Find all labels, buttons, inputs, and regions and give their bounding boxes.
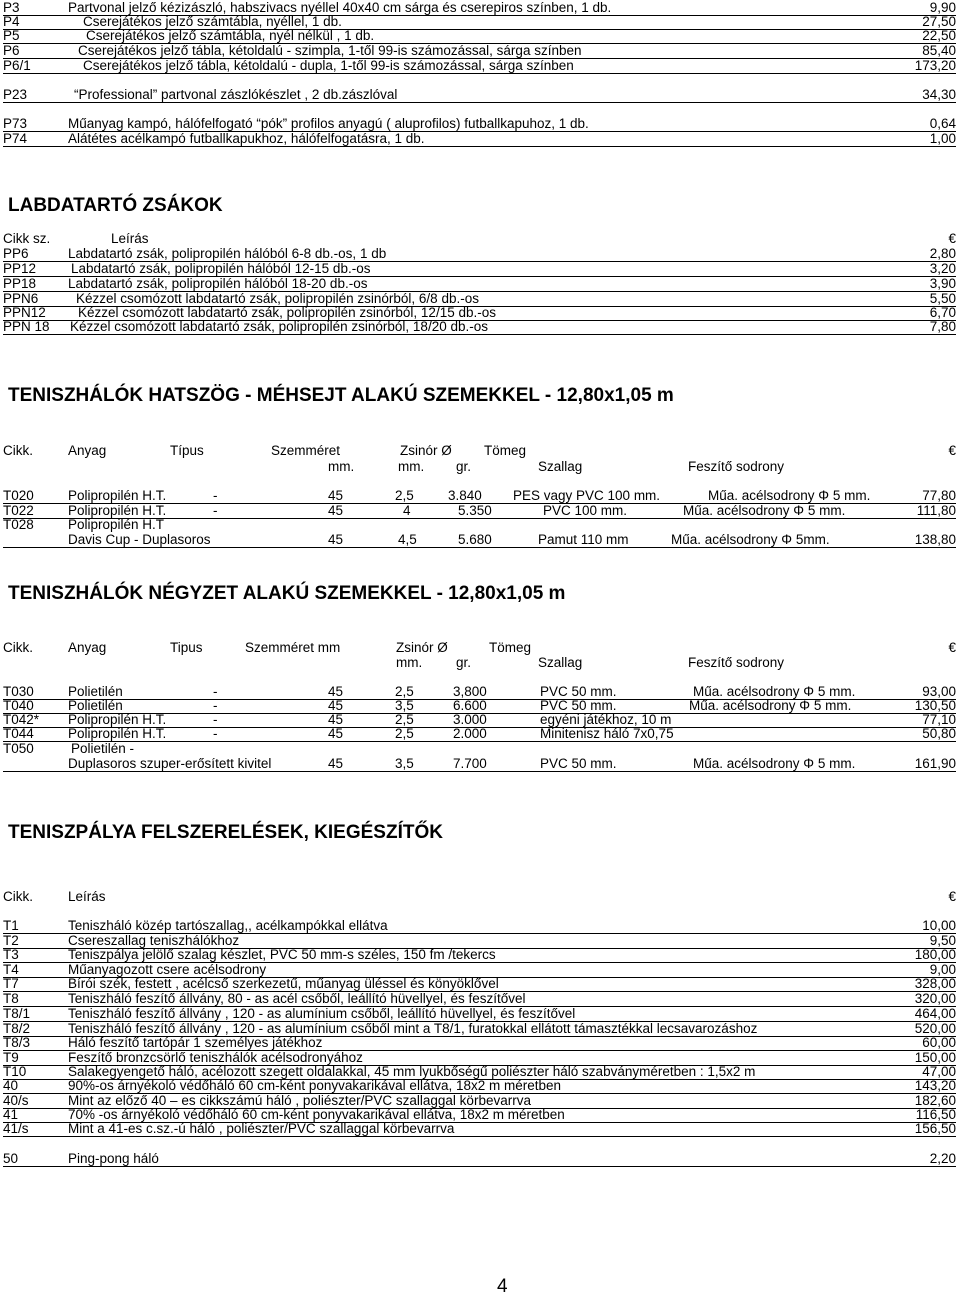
header-type: Tipus bbox=[170, 640, 203, 655]
item-description: Mint az előző 40 – es cikkszámú háló , poliészter/PVC szallaggal körbevarrva bbox=[68, 1093, 531, 1108]
item-code: P6 bbox=[3, 43, 20, 58]
item-cord: 2,5 bbox=[395, 488, 414, 503]
item-price: 77,80 bbox=[922, 488, 956, 503]
section-title: LABDATARTÓ ZSÁKOK bbox=[8, 195, 223, 216]
item-price: 111,80 bbox=[916, 503, 956, 518]
item-type: - bbox=[213, 698, 218, 713]
item-description: Labdatartó zsák, polipropilén hálóból 12-15 db.-os bbox=[71, 261, 371, 276]
item-price: 93,00 bbox=[922, 684, 956, 699]
item-code: PP18 bbox=[3, 276, 37, 291]
header-weight: Tömeg bbox=[489, 640, 532, 655]
item-price: 464,00 bbox=[914, 1006, 956, 1021]
item-code: T040 bbox=[3, 698, 34, 713]
header-cord: Zsinór Ø bbox=[400, 443, 452, 458]
item-price: 520,00 bbox=[914, 1021, 956, 1036]
item-mesh: 45 bbox=[328, 756, 344, 771]
item-code: T1 bbox=[3, 918, 19, 933]
item-price: 77,10 bbox=[922, 712, 956, 727]
item-code: PPN6 bbox=[3, 291, 39, 306]
table-header bbox=[3, 889, 956, 904]
item-price: 9,90 bbox=[929, 0, 956, 15]
item-price: 85,40 bbox=[922, 43, 956, 58]
item-wire: Műa. acélsodrony Φ 5 mm. bbox=[693, 684, 856, 699]
unit-mm: mm. bbox=[328, 459, 355, 474]
item-price: 3,20 bbox=[929, 261, 956, 276]
header-tape: Szallag bbox=[538, 459, 583, 474]
table-row bbox=[3, 28, 956, 44]
item-code: 41 bbox=[3, 1107, 19, 1122]
header-description: Leírás bbox=[111, 231, 149, 246]
item-code: T028 bbox=[3, 517, 34, 532]
table-row bbox=[3, 246, 956, 262]
item-price: 34,30 bbox=[922, 87, 956, 102]
item-weight: 6.600 bbox=[453, 698, 487, 713]
item-price: 0,64 bbox=[929, 116, 956, 131]
item-description: Cserejátékos jelző számtábla, nyéllel, 1 db. bbox=[83, 14, 342, 29]
item-code: T020 bbox=[3, 488, 34, 503]
item-tape: PES vagy PVC 100 mm. bbox=[513, 488, 661, 503]
item-code: P23 bbox=[3, 87, 28, 102]
item-code: T3 bbox=[3, 947, 19, 962]
item-price: 130,50 bbox=[914, 698, 956, 713]
item-price: 173,20 bbox=[914, 58, 956, 73]
item-material: Polietilén - bbox=[71, 741, 135, 756]
item-type: - bbox=[213, 684, 218, 699]
table-row bbox=[3, 1151, 956, 1167]
item-material: Polietilén bbox=[68, 698, 123, 713]
currency-symbol: € bbox=[948, 443, 956, 458]
table-row bbox=[3, 58, 956, 74]
item-code: PPN 18 bbox=[3, 319, 50, 334]
item-type: - bbox=[213, 712, 218, 727]
item-description: Teniszháló feszítő állvány, 80 - as acél csőből, leállító hüvellyel, és feszítővel bbox=[68, 991, 526, 1006]
item-code: P74 bbox=[3, 131, 28, 146]
item-code: T8/1 bbox=[3, 1006, 31, 1021]
item-code: P3 bbox=[3, 0, 20, 15]
table-row bbox=[3, 1078, 956, 1094]
header-wire: Feszítő sodrony bbox=[688, 459, 785, 474]
table-row bbox=[3, 261, 956, 277]
item-code: 50 bbox=[3, 1151, 19, 1166]
item-code: T042* bbox=[3, 712, 40, 727]
header-material: Anyag bbox=[68, 443, 107, 458]
table-row bbox=[3, 918, 956, 934]
item-wire: Műa. acélsodrony Φ 5 mm. bbox=[689, 698, 852, 713]
table-row bbox=[3, 276, 956, 292]
item-material: Polipropilén H.T. bbox=[68, 488, 167, 503]
unit-mm: mm. bbox=[398, 459, 425, 474]
item-weight: 2.000 bbox=[453, 726, 487, 741]
item-code: 40/s bbox=[3, 1093, 29, 1108]
item-code: T7 bbox=[3, 976, 19, 991]
item-code: T4 bbox=[3, 962, 19, 977]
item-code: 41/s bbox=[3, 1121, 29, 1136]
header-mesh: Szemméret mm bbox=[245, 640, 341, 655]
table-row bbox=[3, 43, 956, 59]
item-wire: Műa. acélsodrony Φ 5 mm. bbox=[693, 756, 856, 771]
item-code: PP12 bbox=[3, 261, 37, 276]
item-code: T2 bbox=[3, 933, 19, 948]
item-weight: 5.350 bbox=[458, 503, 492, 518]
item-description: Csereszallag teniszhálókhoz bbox=[68, 933, 240, 948]
item-description: Kézzel csomózott labdatartó zsák, polipropilén zsinórból, 6/8 db.-os bbox=[76, 291, 479, 306]
item-code: T8/2 bbox=[3, 1021, 31, 1036]
item-description: Ping-pong háló bbox=[68, 1151, 159, 1166]
header-mesh: Szemméret bbox=[271, 443, 341, 458]
item-code: T8/3 bbox=[3, 1035, 31, 1050]
item-tape: PVC 100 mm. bbox=[543, 503, 628, 518]
item-price: 9,50 bbox=[929, 933, 956, 948]
section-title: TENISZPÁLYA FELSZERELÉSEK, KIEGÉSZÍTŐK bbox=[8, 822, 443, 843]
item-description: “Professional” partvonal zászlókészlet , 2 db.zászlóval bbox=[74, 87, 398, 102]
unit-gr: gr. bbox=[456, 459, 472, 474]
item-wire: Műa. acélsodrony Φ 5 mm. bbox=[683, 503, 846, 518]
table-row bbox=[3, 756, 956, 772]
item-tape: egyéni játékhoz, 10 m bbox=[540, 712, 672, 727]
item-type: - bbox=[213, 503, 218, 518]
item-price: 47,00 bbox=[922, 1064, 956, 1079]
page-number: 4 bbox=[497, 1276, 508, 1297]
item-cord: 2,5 bbox=[395, 726, 414, 741]
item-mesh: 45 bbox=[328, 684, 344, 699]
item-material: Duplasoros szuper-erősített kivitel bbox=[68, 756, 272, 771]
item-material: Polipropilén H.T. bbox=[68, 726, 167, 741]
item-mesh: 45 bbox=[328, 698, 344, 713]
header-cord: Zsinór Ø bbox=[396, 640, 448, 655]
item-weight: 3.840 bbox=[448, 488, 482, 503]
table-row bbox=[3, 1035, 956, 1051]
item-weight: 3.000 bbox=[453, 712, 487, 727]
section-title: TENISZHÁLÓK NÉGYZET ALAKÚ SZEMEKKEL - 12,80x1,05 m bbox=[8, 583, 566, 604]
item-code: 40 bbox=[3, 1078, 19, 1093]
item-weight: 3,800 bbox=[453, 684, 487, 699]
item-tape: Pamut 110 mm bbox=[538, 532, 629, 547]
table-row bbox=[3, 319, 956, 335]
table-row bbox=[3, 1121, 956, 1137]
header-description: Leírás bbox=[68, 889, 106, 904]
item-description: Cserejátékos jelző tábla, kétoldalú - dupla, 1-től 99-is számozással, sárga színben bbox=[83, 58, 574, 73]
item-description: Teniszháló feszítő állvány , 120 - as alumínium csőből mint a T8/1, furatokkal ellátott támasztékkal lecsavarozáshoz bbox=[68, 1021, 758, 1036]
table-subheader bbox=[3, 459, 956, 474]
unit-gr: gr. bbox=[456, 655, 472, 670]
item-description: Kézzel csomózott labdatartó zsák, polipropilén zsinórból, 18/20 db.-os bbox=[70, 319, 488, 334]
item-material: Polietilén bbox=[68, 684, 123, 699]
item-wire: Műa. acélsodrony Φ 5 mm. bbox=[708, 488, 871, 503]
item-price: 2,80 bbox=[929, 246, 956, 261]
item-description: Kézzel csomózott labdatartó zsák, polipropilén zsinórból, 12/15 db.-os bbox=[78, 305, 496, 320]
item-cord: 4,5 bbox=[398, 532, 417, 547]
item-description: Labdatartó zsák, polipropilén hálóból 18-20 db.-os bbox=[68, 276, 368, 291]
item-mesh: 45 bbox=[328, 532, 344, 547]
item-mesh: 45 bbox=[328, 488, 344, 503]
table-row bbox=[3, 131, 956, 147]
item-tape: PVC 50 mm. bbox=[540, 698, 617, 713]
item-mesh: 45 bbox=[328, 712, 344, 727]
item-price: 9,00 bbox=[929, 962, 956, 977]
item-price: 138,80 bbox=[914, 532, 956, 547]
table-row bbox=[3, 488, 956, 504]
currency-symbol: € bbox=[948, 889, 956, 904]
item-code: P6/1 bbox=[3, 58, 31, 73]
item-weight: 7.700 bbox=[453, 756, 487, 771]
header-code: Cikk. bbox=[3, 443, 33, 458]
item-price: 5,50 bbox=[929, 291, 956, 306]
currency-symbol: € bbox=[948, 231, 956, 246]
table-header bbox=[3, 640, 956, 655]
item-material: Polipropilén H.T. bbox=[68, 712, 167, 727]
header-code: Cikk. bbox=[3, 889, 33, 904]
item-code: T9 bbox=[3, 1050, 19, 1065]
item-code: T044 bbox=[3, 726, 34, 741]
table-row bbox=[3, 947, 956, 963]
item-price: 150,00 bbox=[914, 1050, 956, 1065]
table-row bbox=[3, 116, 956, 132]
header-material: Anyag bbox=[68, 640, 107, 655]
item-code: P73 bbox=[3, 116, 28, 131]
table-row bbox=[3, 87, 956, 103]
item-material: Davis Cup - Duplasoros bbox=[68, 532, 211, 547]
item-cord: 3,5 bbox=[395, 698, 414, 713]
item-description: Teniszháló feszítő állvány , 120 - as alumínium csőből, leállító hüvellyel, és feszítővel bbox=[68, 1006, 576, 1021]
table-row bbox=[3, 517, 956, 532]
item-code: T030 bbox=[3, 684, 34, 699]
section-title: TENISZHÁLÓK HATSZÖG - MÉHSEJT ALAKÚ SZEMEKKEL - 12,80x1,05 m bbox=[8, 385, 674, 406]
item-code: T10 bbox=[3, 1064, 27, 1079]
item-description: Cserejátékos jelző tábla, kétoldalú - szimpla, 1-től 99-is számozással, sárga színben bbox=[78, 43, 582, 58]
item-type: - bbox=[213, 488, 218, 503]
header-wire: Feszítő sodrony bbox=[688, 655, 785, 670]
item-tape: PVC 50 mm. bbox=[540, 684, 617, 699]
item-description: Alátétes acélkampó futballkapukhoz, hálófelfogatásra, 1 db. bbox=[68, 131, 425, 146]
item-price: 182,60 bbox=[914, 1093, 956, 1108]
item-price: 2,20 bbox=[929, 1151, 956, 1166]
item-description: Háló feszítő tartópár 1 személyes játékhoz bbox=[68, 1035, 323, 1050]
item-description: Teniszháló közép tartószallag,, acélkampókkal ellátva bbox=[68, 918, 388, 933]
item-price: 320,00 bbox=[914, 991, 956, 1006]
item-tape: Minitenisz háló 7x0,75 bbox=[540, 726, 674, 741]
item-description: Teniszpálya jelölő szalag készlet, PVC 50 mm-s széles, 150 fm /tekercs bbox=[68, 947, 496, 962]
item-wire: Műa. acélsodrony Φ 5mm. bbox=[671, 532, 830, 547]
item-type: - bbox=[213, 726, 218, 741]
item-code: PP6 bbox=[3, 246, 29, 261]
item-price: 3,90 bbox=[929, 276, 956, 291]
item-price: 10,00 bbox=[922, 918, 956, 933]
item-price: 1,00 bbox=[929, 131, 956, 146]
item-price: 7,80 bbox=[929, 319, 956, 334]
item-cord: 2,5 bbox=[395, 684, 414, 699]
table-row bbox=[3, 991, 956, 1007]
item-material: Polipropilén H.T. bbox=[68, 503, 167, 518]
item-code: PPN12 bbox=[3, 305, 46, 320]
item-price: 180,00 bbox=[914, 947, 956, 962]
item-price: 161,90 bbox=[914, 756, 956, 771]
item-description: Műanyag kampó, hálófelfogató “pók” profilos anyagú ( aluprofilos) futballkapuhoz, 1 db. bbox=[68, 116, 589, 131]
item-price: 6,70 bbox=[929, 305, 956, 320]
header-weight: Tömeg bbox=[484, 443, 527, 458]
item-code: T050 bbox=[3, 741, 34, 756]
item-description: Feszítő bronzcsörlő teniszhálók acélsodronyához bbox=[68, 1050, 363, 1065]
item-description: Partvonal jelző kézizászló, habszivacs nyéllel 40x40 cm sárga és cserepiros színben, 1 db. bbox=[68, 0, 612, 15]
item-description: Labdatartó zsák, polipropilén hálóból 6-8 db.-os, 1 db bbox=[68, 246, 387, 261]
item-cord: 4 bbox=[403, 503, 411, 518]
item-price: 143,20 bbox=[914, 1078, 956, 1093]
item-description: Cserejátékos jelző számtábla, nyél nélkül , 1 db. bbox=[86, 28, 375, 43]
item-description: Bírói szék, festett , acélcső szerkezetű, műanyag üléssel és könyöklővel bbox=[68, 976, 499, 991]
table-row bbox=[3, 532, 956, 548]
header-type: Típus bbox=[170, 443, 204, 458]
item-cord: 2,5 bbox=[395, 712, 414, 727]
item-code: T8 bbox=[3, 991, 19, 1006]
table-row bbox=[3, 1006, 956, 1022]
item-code: T022 bbox=[3, 503, 34, 518]
item-price: 328,00 bbox=[914, 976, 956, 991]
item-price: 60,00 bbox=[922, 1035, 956, 1050]
item-description: 90%-os árnyékoló védőháló 60 cm-ként ponyvakarikával ellátva, 18x2 m méretben bbox=[68, 1078, 562, 1093]
item-code: P4 bbox=[3, 14, 20, 29]
item-code: P5 bbox=[3, 28, 20, 43]
header-tape: Szallag bbox=[538, 655, 583, 670]
table-header bbox=[3, 231, 956, 246]
header-code: Cikk sz. bbox=[3, 231, 51, 246]
item-cord: 3,5 bbox=[395, 756, 414, 771]
table-subheader bbox=[3, 655, 956, 670]
header-code: Cikk. bbox=[3, 640, 33, 655]
item-price: 27,50 bbox=[922, 14, 956, 29]
item-price: 116,50 bbox=[915, 1107, 956, 1122]
item-price: 50,80 bbox=[922, 726, 956, 741]
table-header bbox=[3, 443, 956, 458]
item-price: 22,50 bbox=[922, 28, 956, 43]
unit-mm: mm. bbox=[396, 655, 423, 670]
item-description: Salakegyengető háló, acélozott szegett oldalakkal, 45 mm lyukbőségű poliészter háló szabványméretben : 1,5x2 m bbox=[68, 1064, 756, 1079]
item-tape: PVC 50 mm. bbox=[540, 756, 617, 771]
item-price: 156,50 bbox=[914, 1121, 956, 1136]
table-row bbox=[3, 726, 956, 742]
item-mesh: 45 bbox=[328, 726, 344, 741]
table-row bbox=[3, 741, 956, 756]
item-weight: 5.680 bbox=[458, 532, 492, 547]
table-row bbox=[3, 976, 956, 992]
currency-symbol: € bbox=[948, 640, 956, 655]
item-material: Polipropilén H.T bbox=[68, 517, 165, 532]
item-description: Műanyagozott csere acélsodrony bbox=[68, 962, 267, 977]
item-description: 70% -os árnyékoló védőháló 60 cm-ként ponyvakarikával ellátva, 18x2 m méretben bbox=[68, 1107, 565, 1122]
item-mesh: 45 bbox=[328, 503, 344, 518]
item-description: Mint a 41-es c.sz.-ú háló , poliészter/PVC szallaggal körbevarrva bbox=[68, 1121, 455, 1136]
